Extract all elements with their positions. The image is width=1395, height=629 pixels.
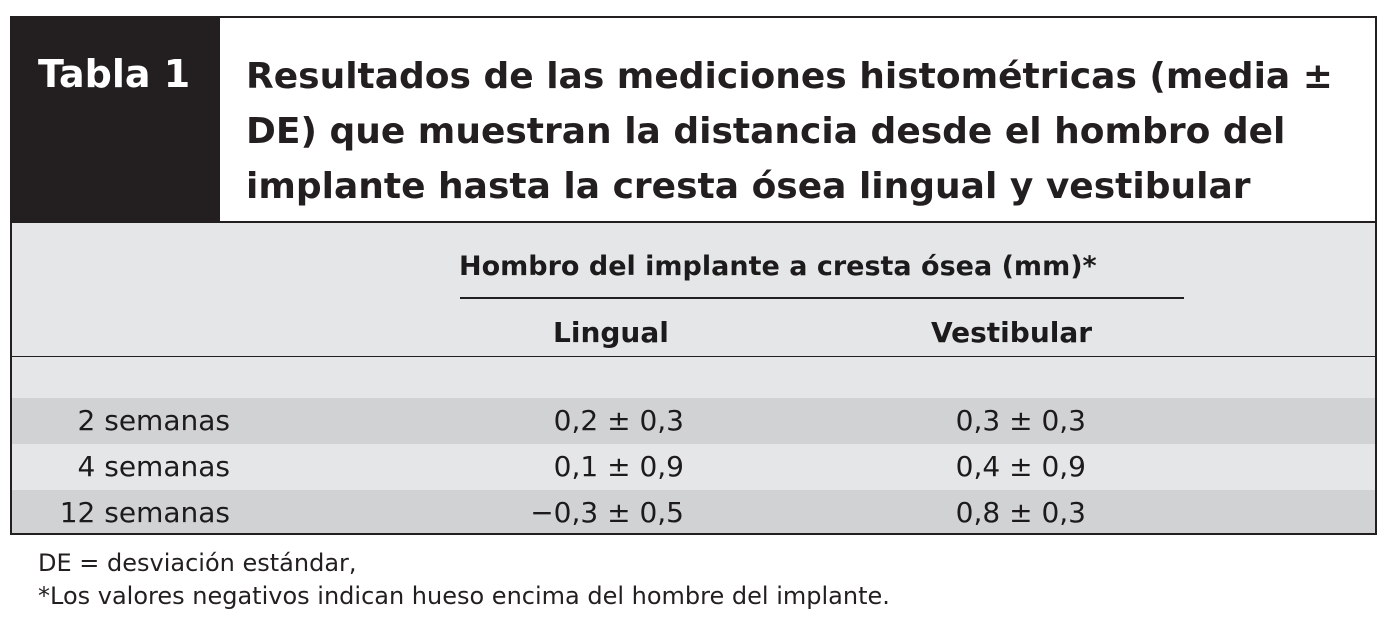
cell-vestibular: 0,3 ± 0,3 [955, 404, 1086, 437]
table-row [12, 490, 1375, 535]
footnote-abbreviation: DE = desviación estándar, [38, 549, 357, 577]
cell-vestibular: 0,8 ± 0,3 [955, 496, 1086, 529]
cell-lingual: 0,2 ± 0,3 [553, 404, 684, 437]
cell-lingual: −0,3 ± 0,5 [530, 496, 684, 529]
group-header: Hombro del implante a cresta ósea (mm)* [459, 251, 1097, 282]
table-header [12, 18, 1375, 221]
footnote-negative-values: *Los valores negativos indican hueso encima del hombre del implante. [38, 582, 890, 610]
row-label: 2 semanas [77, 404, 230, 437]
cell-vestibular: 0,4 ± 0,9 [955, 450, 1086, 483]
row-label: 4 semanas [77, 450, 230, 483]
table-footnotes [38, 547, 890, 613]
table-label: Tabla 1 [38, 52, 191, 96]
column-header-vestibular: Vestibular [931, 316, 1093, 349]
column-header-lingual: Lingual [553, 316, 669, 349]
results-table [10, 16, 1377, 535]
row-label: 12 semanas [59, 496, 230, 529]
cell-lingual: 0,1 ± 0,9 [553, 450, 684, 483]
table-label-box [12, 18, 220, 221]
group-header-underline [460, 297, 1184, 299]
table-row [12, 398, 1375, 444]
column-header-divider [12, 356, 1375, 357]
table-row [12, 444, 1375, 490]
table-title: Resultados de las mediciones histométricas (media ± DE) que muestran la distancia desde el hombro del implante hasta la cresta ósea lingual y vestibular [246, 56, 1333, 207]
